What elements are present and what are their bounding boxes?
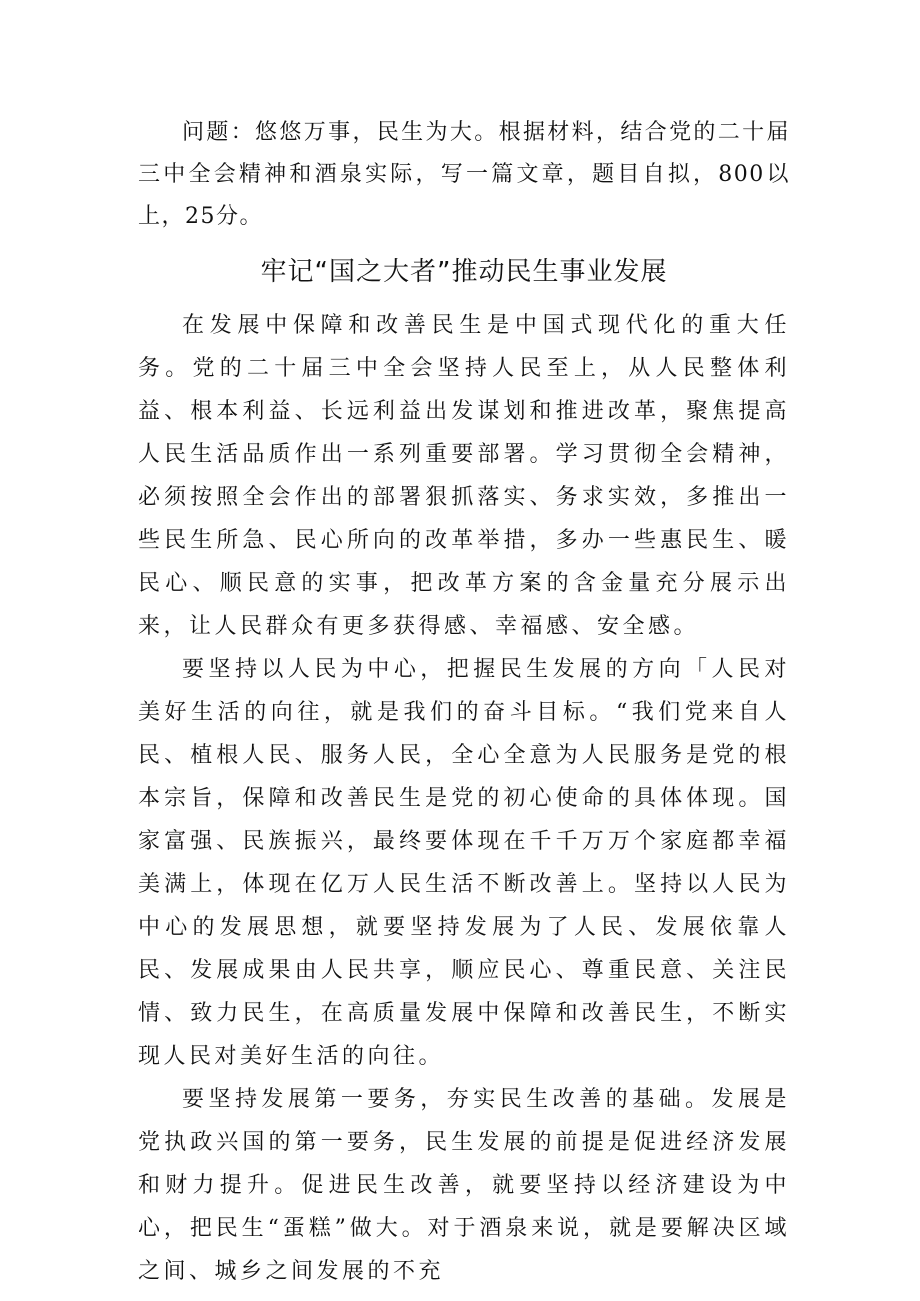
question-text: 问题：悠悠万事，民生为大。根据材料，结合党的二十届三中全会精神和酒泉实际，写一篇文章，题目自拟，800以上，25分。 (138, 120, 790, 229)
paragraph-2: 要坚持以人民为中心，把握民生发展的方向「人民对美好生活的向往，就是我们的奋斗目标。“我们党来自人民、植根人民、服务人民，全心全意为人民服务是党的根本宗旨，保障和改善民生是党的初心使命的具体体现。国家富强、民族振兴，最终要体现在千千万万个家庭都幸福美满上，体现在亿万人民生活不断改善上。坚持以人民为中心的发展思想，就要坚持发展为了人民、发展依靠人民、发展成果由人民共享，顺应民心、尊重民意、关注民情、致力民生，在高质量发展中保障和改善民生，不断实现人民对美好生活的向往。 (138, 657, 790, 1069)
paragraph-1: 在发展中保障和改善民生是中国式现代化的重大任务。党的二十届三中全会坚持人民至上，从人民整体利益、根本利益、长远利益出发谋划和推进改革，聚焦提高人民生活品质作出一系列重要部署。学习贯彻全会精神，必须按照全会作出的部署狠抓落实、务求实效，多推出一些民生所急、民心所向的改革举措，多办一些惠民生、暖民心、顺民意的实事，把改革方案的含金量充分展示出来，让人民群众有更多获得感、幸福感、安全感。 (138, 313, 790, 639)
document-page (138, 112, 790, 1293)
article-title: 牢记“国之大者”推动民生事业发展 (260, 257, 668, 287)
paragraph-3: 要坚持发展第一要务，夯实民生改善的基础。发展是党执政兴国的第一要务，民生发展的前提是促进经济发展和财力提升。促进民生改善，就要坚持以经济建设为中心，把民生“蛋糕”做大。对于酒泉来说，就是要解决区域之间、城乡之间发展的不充 (138, 1087, 790, 1284)
